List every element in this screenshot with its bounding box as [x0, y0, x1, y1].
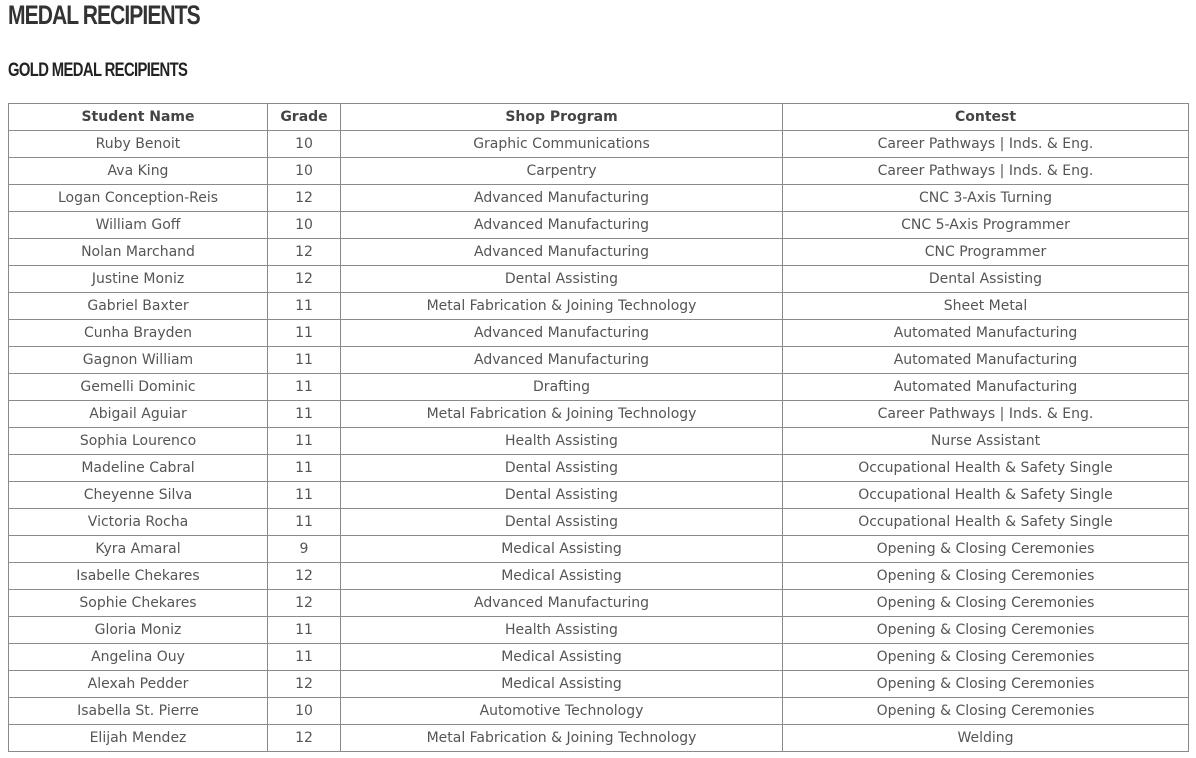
- table-row: [9, 239, 1189, 266]
- column-header-contest: Contest: [783, 104, 1189, 131]
- column-header-shop-program: Shop Program: [341, 104, 783, 131]
- cell-shop-program: Advanced Manufacturing: [341, 590, 783, 617]
- cell-grade: 11: [268, 428, 341, 455]
- cell-student-name: Alexah Pedder: [9, 671, 268, 698]
- cell-student-name: Justine Moniz: [9, 266, 268, 293]
- cell-contest: CNC 3-Axis Turning: [783, 185, 1189, 212]
- cell-contest: Opening & Closing Ceremonies: [783, 563, 1189, 590]
- cell-contest: Opening & Closing Ceremonies: [783, 698, 1189, 725]
- cell-grade: 11: [268, 455, 341, 482]
- cell-shop-program: Metal Fabrication & Joining Technology: [341, 725, 783, 752]
- table-row: [9, 563, 1189, 590]
- cell-contest: Sheet Metal: [783, 293, 1189, 320]
- table-row: [9, 698, 1189, 725]
- cell-shop-program: Graphic Communications: [341, 131, 783, 158]
- cell-student-name: Cheyenne Silva: [9, 482, 268, 509]
- cell-contest: Automated Manufacturing: [783, 374, 1189, 401]
- cell-shop-program: Dental Assisting: [341, 455, 783, 482]
- cell-shop-program: Dental Assisting: [341, 509, 783, 536]
- cell-student-name: Cunha Brayden: [9, 320, 268, 347]
- cell-grade: 11: [268, 401, 341, 428]
- cell-contest: CNC Programmer: [783, 239, 1189, 266]
- cell-student-name: Victoria Rocha: [9, 509, 268, 536]
- cell-grade: 11: [268, 293, 341, 320]
- table-row: [9, 509, 1189, 536]
- cell-contest: Dental Assisting: [783, 266, 1189, 293]
- cell-student-name: Sophie Chekares: [9, 590, 268, 617]
- cell-student-name: William Goff: [9, 212, 268, 239]
- cell-student-name: Isabella St. Pierre: [9, 698, 268, 725]
- cell-grade: 10: [268, 131, 341, 158]
- table-row: [9, 536, 1189, 563]
- cell-shop-program: Advanced Manufacturing: [341, 320, 783, 347]
- table-row: [9, 590, 1189, 617]
- table-row: [9, 212, 1189, 239]
- cell-contest: Opening & Closing Ceremonies: [783, 536, 1189, 563]
- cell-grade: 11: [268, 320, 341, 347]
- cell-student-name: Gemelli Dominic: [9, 374, 268, 401]
- cell-contest: Automated Manufacturing: [783, 347, 1189, 374]
- table-row: [9, 455, 1189, 482]
- cell-contest: Career Pathways | Inds. & Eng.: [783, 131, 1189, 158]
- cell-student-name: Isabelle Chekares: [9, 563, 268, 590]
- cell-shop-program: Metal Fabrication & Joining Technology: [341, 293, 783, 320]
- cell-grade: 12: [268, 563, 341, 590]
- table-row: [9, 428, 1189, 455]
- cell-contest: Career Pathways | Inds. & Eng.: [783, 401, 1189, 428]
- cell-shop-program: Automotive Technology: [341, 698, 783, 725]
- table-row: [9, 644, 1189, 671]
- table-header-row: [9, 104, 1189, 131]
- table-body: [9, 131, 1189, 752]
- cell-shop-program: Dental Assisting: [341, 482, 783, 509]
- table-row: [9, 131, 1189, 158]
- cell-contest: Occupational Health & Safety Single: [783, 509, 1189, 536]
- cell-shop-program: Carpentry: [341, 158, 783, 185]
- cell-grade: 12: [268, 239, 341, 266]
- cell-contest: Nurse Assistant: [783, 428, 1189, 455]
- cell-grade: 11: [268, 374, 341, 401]
- table-row: [9, 401, 1189, 428]
- cell-shop-program: Medical Assisting: [341, 644, 783, 671]
- cell-shop-program: Advanced Manufacturing: [341, 347, 783, 374]
- cell-grade: 10: [268, 158, 341, 185]
- cell-grade: 12: [268, 185, 341, 212]
- cell-student-name: Gagnon William: [9, 347, 268, 374]
- cell-grade: 12: [268, 590, 341, 617]
- cell-shop-program: Health Assisting: [341, 617, 783, 644]
- gold-medal-table: [8, 103, 1189, 752]
- cell-shop-program: Advanced Manufacturing: [341, 239, 783, 266]
- cell-grade: 11: [268, 482, 341, 509]
- cell-grade: 10: [268, 212, 341, 239]
- cell-grade: 12: [268, 671, 341, 698]
- cell-student-name: Elijah Mendez: [9, 725, 268, 752]
- cell-shop-program: Dental Assisting: [341, 266, 783, 293]
- cell-student-name: Gloria Moniz: [9, 617, 268, 644]
- cell-student-name: Angelina Ouy: [9, 644, 268, 671]
- cell-grade: 12: [268, 725, 341, 752]
- cell-contest: Automated Manufacturing: [783, 320, 1189, 347]
- cell-contest: Opening & Closing Ceremonies: [783, 590, 1189, 617]
- cell-contest: Occupational Health & Safety Single: [783, 482, 1189, 509]
- table-row: [9, 374, 1189, 401]
- table-row: [9, 293, 1189, 320]
- column-header-student-name: Student Name: [9, 104, 268, 131]
- table-row: [9, 671, 1189, 698]
- cell-student-name: Ruby Benoit: [9, 131, 268, 158]
- cell-contest: Opening & Closing Ceremonies: [783, 671, 1189, 698]
- cell-student-name: Gabriel Baxter: [9, 293, 268, 320]
- cell-shop-program: Advanced Manufacturing: [341, 185, 783, 212]
- cell-student-name: Kyra Amaral: [9, 536, 268, 563]
- cell-shop-program: Health Assisting: [341, 428, 783, 455]
- cell-contest: Occupational Health & Safety Single: [783, 455, 1189, 482]
- cell-grade: 9: [268, 536, 341, 563]
- cell-contest: Opening & Closing Ceremonies: [783, 644, 1189, 671]
- cell-contest: Welding: [783, 725, 1189, 752]
- cell-contest: CNC 5-Axis Programmer: [783, 212, 1189, 239]
- cell-grade: 10: [268, 698, 341, 725]
- cell-student-name: Ava King: [9, 158, 268, 185]
- cell-grade: 11: [268, 347, 341, 374]
- cell-grade: 11: [268, 617, 341, 644]
- cell-grade: 11: [268, 509, 341, 536]
- table-row: [9, 482, 1189, 509]
- table-row: [9, 320, 1189, 347]
- table-header: [9, 104, 1189, 131]
- cell-grade: 11: [268, 644, 341, 671]
- table-row: [9, 158, 1189, 185]
- table-row: [9, 185, 1189, 212]
- cell-student-name: Madeline Cabral: [9, 455, 268, 482]
- column-header-grade: Grade: [268, 104, 341, 131]
- cell-student-name: Logan Conception-Reis: [9, 185, 268, 212]
- cell-grade: 12: [268, 266, 341, 293]
- cell-student-name: Sophia Lourenco: [9, 428, 268, 455]
- table-row: [9, 347, 1189, 374]
- cell-contest: Career Pathways | Inds. & Eng.: [783, 158, 1189, 185]
- table-row: [9, 617, 1189, 644]
- cell-shop-program: Medical Assisting: [341, 536, 783, 563]
- section-title: GOLD MEDAL RECIPIENTS: [8, 60, 188, 81]
- cell-shop-program: Drafting: [341, 374, 783, 401]
- table-row: [9, 266, 1189, 293]
- cell-student-name: Abigail Aguiar: [9, 401, 268, 428]
- cell-shop-program: Metal Fabrication & Joining Technology: [341, 401, 783, 428]
- cell-shop-program: Medical Assisting: [341, 671, 783, 698]
- cell-student-name: Nolan Marchand: [9, 239, 268, 266]
- table-row: [9, 725, 1189, 752]
- cell-shop-program: Medical Assisting: [341, 563, 783, 590]
- page-title: MEDAL RECIPIENTS: [8, 0, 200, 30]
- cell-contest: Opening & Closing Ceremonies: [783, 617, 1189, 644]
- cell-shop-program: Advanced Manufacturing: [341, 212, 783, 239]
